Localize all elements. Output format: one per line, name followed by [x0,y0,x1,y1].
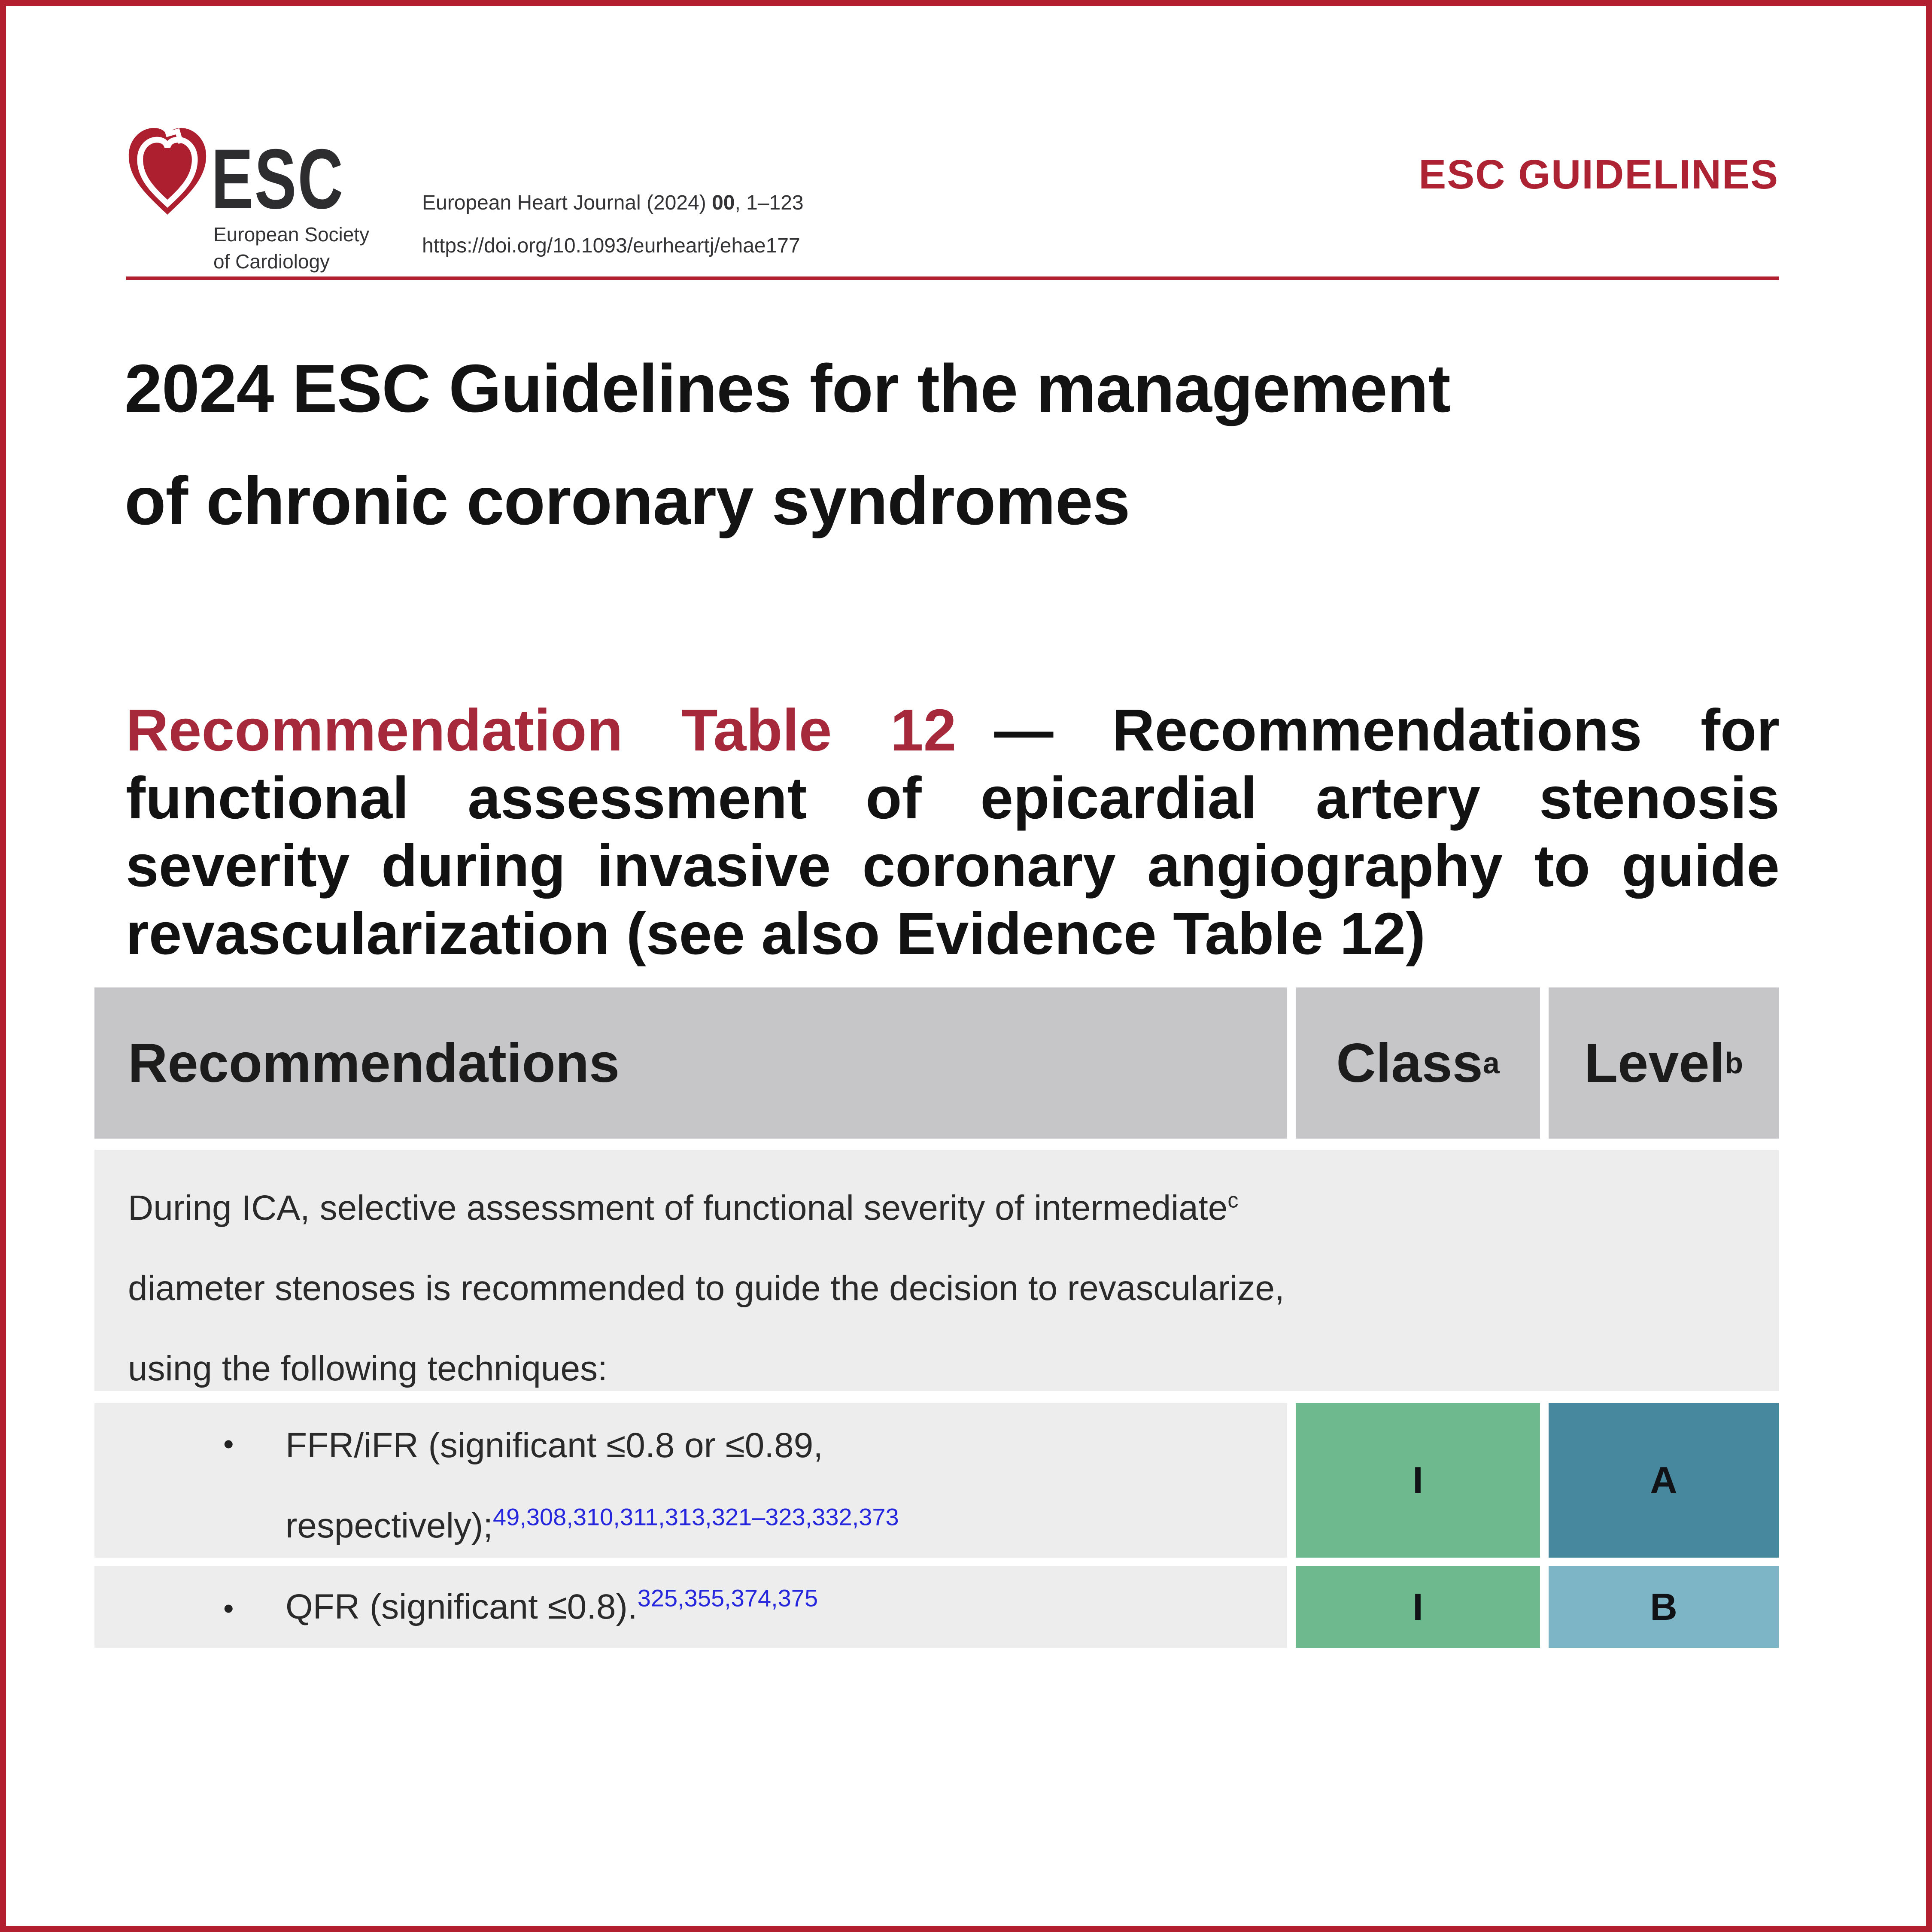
table-row-intro [94,1150,1779,1391]
ffr-class-badge: I [1296,1403,1540,1558]
document-title [125,332,1799,557]
ffr-level-badge: A [1549,1403,1779,1558]
qfr-level-cell [1549,1566,1779,1648]
table-header-recommendations-label: Recommendations [128,1032,620,1094]
heading-line2: functional assessment of epicardial artery stenosis [126,765,1780,831]
journal-doi-link[interactable]: https://doi.org/10.1093/eurheartj/ehae177 [422,234,800,257]
qfr-reference-links[interactable]: 325,355,374,375 [637,1584,818,1612]
heading-line4: revascularization (see also Evidence Table 12) [126,901,1426,967]
intro-line1-text: During ICA, selective assessment of functional severity of intermediate [128,1188,1228,1227]
intro-line1 [128,1168,1753,1248]
qfr-level-badge: B [1549,1566,1779,1648]
heading-red-label: Recommendation Table 12 [126,697,957,763]
intro-footnote-c: c [1227,1188,1239,1212]
table-header-class-label: Class [1336,1032,1483,1094]
header-divider-rule [126,276,1779,280]
ffr-line1: FFR/iFR (significant ≤0.8 or ≤0.89, [286,1426,823,1465]
document-title-line2: of chronic coronary syndromes [125,463,1130,539]
journal-volume: 00 [712,191,735,214]
document-title-line1: 2024 ESC Guidelines for the management [125,351,1450,426]
ffr-reference-links[interactable]: 49,308,310,311,313,321–323,332,373 [493,1503,899,1531]
table-header-class: Class a [1296,987,1540,1139]
intro-line3: using the following techniques: [128,1349,608,1388]
heading-line1 [126,696,1780,764]
esc-logo-society-line2: of Cardiology [213,250,330,273]
qfr-class-cell [1296,1566,1540,1648]
intro-line2: diameter stenoses is recommended to guide the decision to revascularize, [128,1269,1285,1308]
ffr-class-cell [1296,1403,1540,1558]
esc-logo-acronym: ESC [211,131,345,226]
esc-heart-logo-icon [125,123,210,220]
table-row-qfr [94,1566,1287,1648]
qfr-class-badge: I [1296,1566,1540,1648]
esc-guidelines-banner: ESC GUIDELINES [1419,152,1779,197]
table-header-level-label: Level [1584,1032,1725,1094]
recommendation-table-heading [126,696,1780,968]
bullet-icon: • [223,1427,234,1461]
journal-citation-post: , 1–123 [735,191,804,214]
table-header-level: Level b [1549,987,1779,1139]
qfr-line1-text: QFR (significant ≤0.8). [286,1587,638,1626]
heading-black-part: — Recommendations for [994,697,1780,763]
table-header-recommendations [94,987,1287,1139]
ffr-level-cell [1549,1403,1779,1558]
bullet-icon: • [223,1592,234,1625]
esc-logo-society-line1: European Society [213,223,370,246]
table-row-ffr-ifr [94,1403,1287,1558]
journal-citation-pre: European Heart Journal (2024) [422,191,712,214]
journal-citation [422,191,804,215]
esc-logo-society [213,221,369,275]
ffr-line2 [286,1485,899,1566]
heading-line3: severity during invasive coronary angiography to guide [126,833,1780,899]
ffr-line2-text: respectively); [286,1506,493,1545]
